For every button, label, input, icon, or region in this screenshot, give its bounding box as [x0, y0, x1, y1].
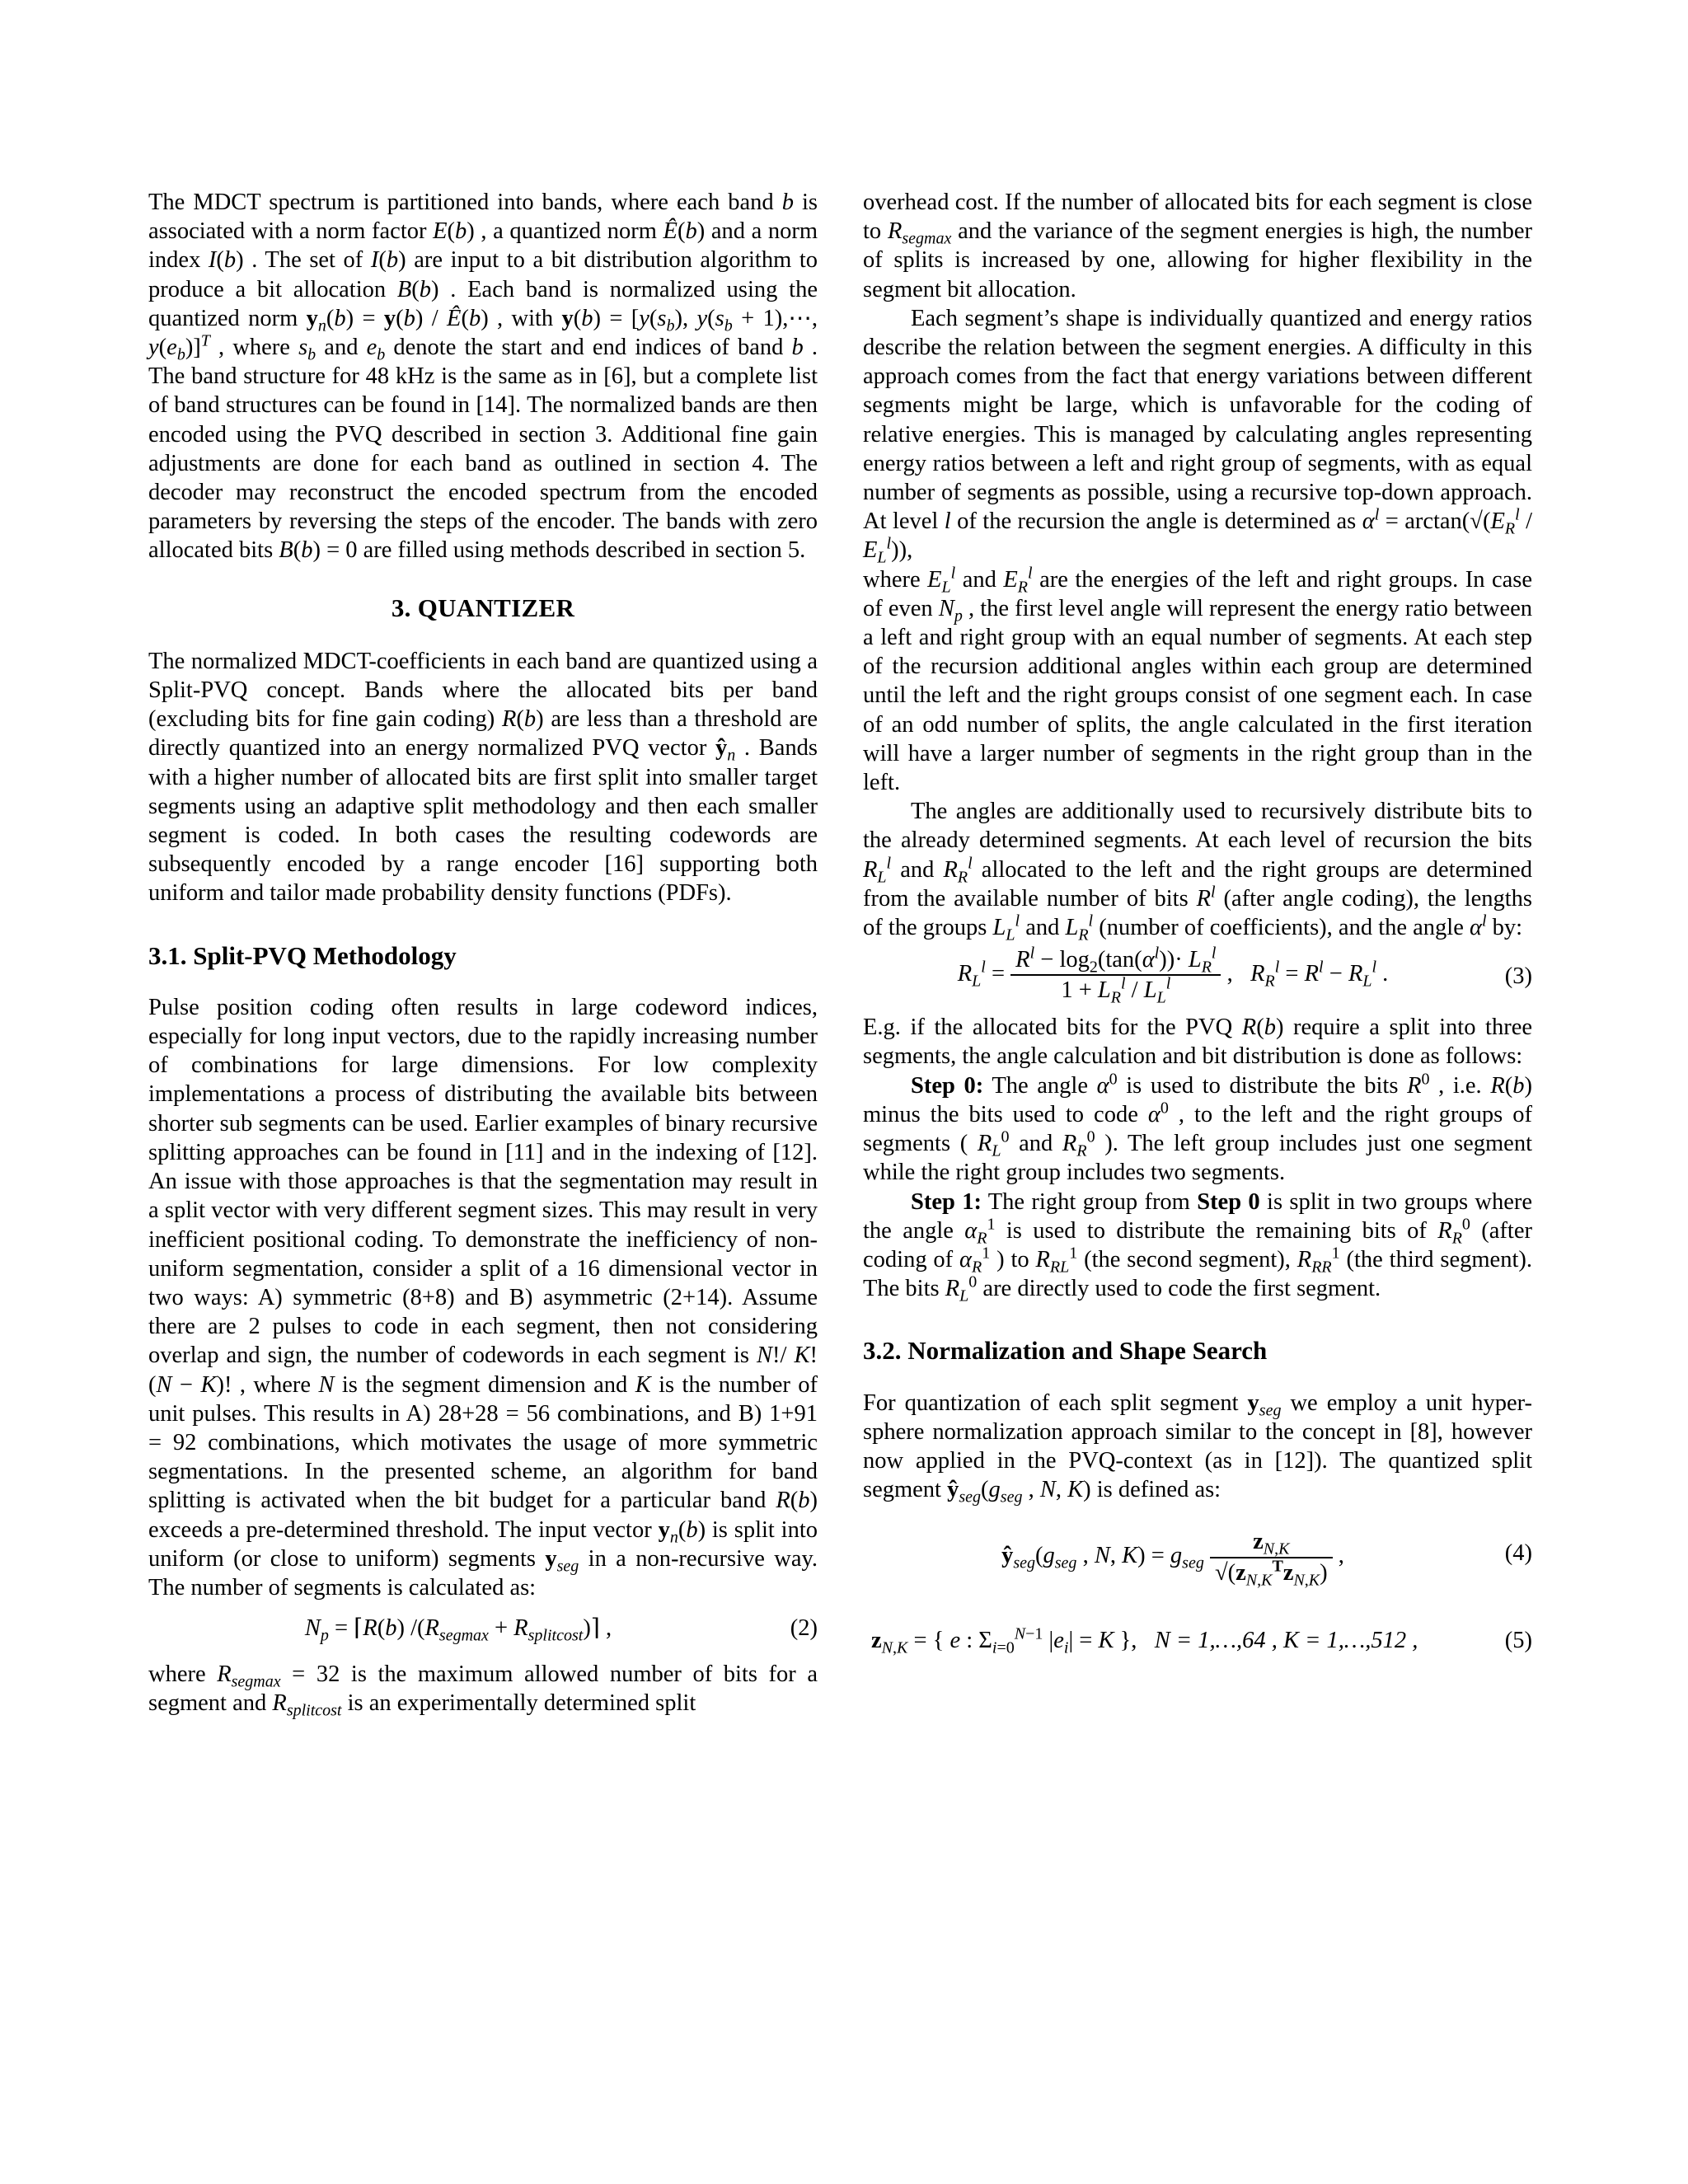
equation-3: $R_L^l$ = $\frac{R^l - \log_2(\tan(\alpha^l))\cdot L_R^l}{1 + L_R^l / L_L^l}$ , $R_R^l = R^l - R_L^l$ . (3) — [957, 944, 1532, 1008]
section-heading-quantizer: 3. QUANTIZER — [391, 593, 575, 622]
shape-paragraph: Each segment’s shape is individually quantized and energy ratios describe the relation between the segment energies. A difficulty in this approach comes from the fact that energy variations between different segments might be large, which is unfavorable for the coding of relative energies. This is managed by calculating angles representing energy ratios between a left and right group of segments, with as equal number of segments as possible, using a recursive top-down approach. At level l of the recursion the angle is determined as $\alpha^l = \arctan(√(E_R^l / E_L^l))$, — [863, 305, 1532, 568]
angles-paragraph: The angles are additionally used to recursively distribute bits to the already determined segments. At each level of recursion the bits $R_L^l$ and $R_R^l$ allocated to the left and the right groups are determined from the available number of bits $R^l$ (after angle coding), the lengths of the groups $L_L^l$ and $L_R^l$ (number of coefficients), and the angle $\alpha^l$ by: — [863, 799, 1532, 944]
step0-paragraph: Step 0: The angle $\alpha^0$ is used to distribute the bits $R^0$ , i.e. R(b) minus the bits used to code $\alpha^0$ , to the left and the right groups of segments ( $R_L^0$ and $R_R^0$ ). The left group includes just one segment while the right group includes two segments. — [863, 1070, 1533, 1186]
split-paragraph: Pulse position coding often results in large codeword indices, especially for long input vectors, due to the rapidly increasing number of combinations for large dimensions. For low complexity implementations a process of distributing the available bits between shorter sub segments can be used. Earlier examples of binary recursive splitting approaches can be found in [11] and in the indexing of [12]. An issue with those approaches is that the segmentation may result in a split vector with very different segment sizes. This may result in very inefficient positional coding. To demonstrate the inefficiency of non-uniform segmentation, consider a split of a 16 dimensional vector in two ways: A) symmetric (8+8) and B) asymmetric (2+14). Assume there are 2 pulses to code in each segment, then not considering overlap and sign, the number of codewords in each segment is N!/ K!(N − K)! , where N is the segment dimension and K is the number of unit pulses. This results in A) 28+28 = 56 combinations, and B) 1+91 = 92 combinations, which motivates the usage of more symmetric segmentations. In the presented scheme, an algorithm for band splitting is activated when the bit budget for a particular band R(b) exceeds a pre-determined threshold. The input vector $y_n(b)$ is split into uniform (or close to uniform) segments $y_{seg}$ in a non-recursive way. The number of segments is calculated as: — [148, 994, 818, 1601]
right-column — [863, 188, 1532, 1697]
subsection-heading-normalization: 3.2. Normalization and Shape Search — [863, 1336, 1268, 1366]
step1-paragraph: Step 1: The right group from Step 0 is split in two groups where the angle $\alpha_R^1$ is used to distribute the remaining bits of $R_R^0$ (after coding of $\alpha_R^1$ ) to $R_{RL}^1$ (the second segment), $R_{RR}^1$ (the third segment). The bits $R_L^0$ are directly used to code the first segment. — [863, 1188, 1533, 1305]
equation-4: $ŷ_{seg}(g_{seg}$ , N, $K) = g_{seg}$ $\frac{z_{N,K}}{√(z_{N,K}^Tz_{N,K})}$ , (4) — [1001, 1529, 1532, 1590]
intro-paragraph: The MDCT spectrum is partitioned into bands, where each band b is associated with a norm factor E(b) , a quantized norm Ê(b) and a norm index I(b) . The set of I(b) are input to a bit distribution algorithm to produce a bit allocation B(b) . Each band is normalized using the quantized norm $y_n(b) = y(b)$ / Ê(b) , with $y(b) = [y(s_b)$, $y(s_b$ + 1),⋯, $y(e_b)]^T$ , where $s_b$ and $e_b$ denote the start and end indices of band b . The band structure for 48 kHz is the same as in [6], but a complete list of band structures can be found in [14]. The normalized bands are then encoded using the PVQ described in section 3. Additional fine gain adjustments are done for each band as outlined in section 4. The decoder may reconstruct the encoded spectrum from the encoded parameters by reversing the steps of the encoder. The bands with zero allocated bits B(b) = 0 are filled using methods described in section 5. — [148, 190, 818, 564]
equation-2-number: (2) — [790, 1615, 818, 1642]
overhead-paragraph: overhead cost. If the number of allocated bits for each segment is close to $R_{segmax}$ and the variance of the segment energies is high, the number of splits is increased by one, allowing for higher flexibility in the segment bit allocation. — [863, 190, 1533, 302]
equation-5: $z_{N,K}$ = { e : $\Sigma_{i=0}^{N-1}$ $|e_i| = K$ }, N = 1,…,64 , K = 1,…,512 , (5) — [871, 1624, 1532, 1658]
normalization-paragraph: For quantization of each split segment $y_{seg}$ we employ a unit hyper-sphere normalization approach similar to the concept in [8], however now applied in the PVQ-context (as in [12]). The quantized split segment $ŷ_{seg}(g_{seg}$ , N, K) is defined as: — [863, 1390, 1533, 1507]
left-column — [148, 188, 818, 1721]
equation-2: $N_p$ = ⌈R(b) $/(R_{segmax}$ + $R_{splitcost})⌉$ , (2) — [304, 1615, 818, 1645]
where-paragraph: where $E_L^l$ and $E_R^l$ are the energies of the left and right groups. In case of even $N_p$ , the first level angle will represent the energy ratio between a left and right group with an equal number of segments. At each step of the recursion additional angles within each group are determined until the left and the right groups consist of one segment each. In case of an odd number of splits, the angle calculated in the first iteration will have a larger number of segments in the right group than in the left. — [863, 564, 1533, 796]
after-eq2-paragraph: where $R_{segmax} = 32$ is the maximum allowed number of bits for a segment and $R_{splitcost}$ is an experimentally determined split — [148, 1661, 818, 1721]
step0-label: Step 0: — [911, 1072, 984, 1099]
eg-paragraph: E.g. if the allocated bits for the PVQ R(b) require a split into three segments, the angle calculation and bit distribution is done as follows: — [863, 1015, 1532, 1070]
equation-5-ranges: N = 1,…,64 , K = 1,…,512 , — [1154, 1628, 1418, 1654]
subsection-heading-split-pvq: 3.1. Split-PVQ Methodology — [148, 940, 457, 970]
step1-label: Step 1: — [911, 1188, 982, 1215]
equation-4-number: (4) — [1504, 1540, 1532, 1567]
equation-5-number: (5) — [1504, 1628, 1532, 1654]
quantizer-paragraph: The normalized MDCT-coefficients in each band are quantized using a Split-PVQ concept. Bands where the allocated bits per band (excluding bits for fine gain coding) R(b) are less than a threshold are directly quantized into an energy normalized PVQ vector $ŷ_n$ . Bands with a higher number of allocated bits are first split into smaller target segments using an adaptive split methodology and then each smaller segment is coded. In both cases the resulting codewords are subsequently encoded by a range encoder [16] supporting both uniform and tailor made probability density functions (PDFs). — [148, 648, 818, 907]
equation-3-number: (3) — [1504, 963, 1532, 990]
